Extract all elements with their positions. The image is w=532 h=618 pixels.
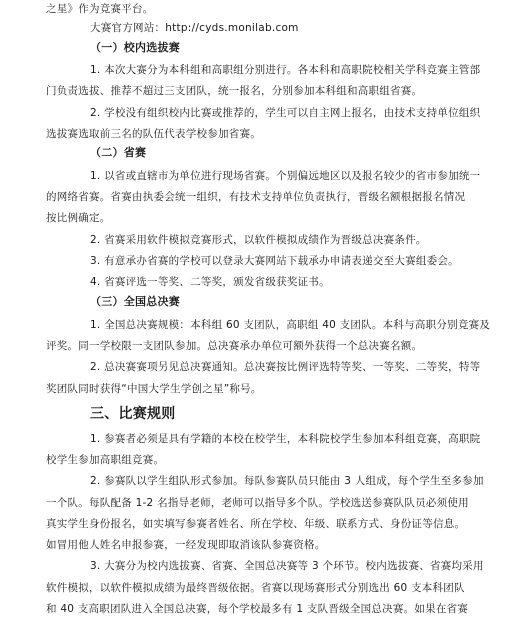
paragraph-line: 3. 有意承办省赛的学校可以登录大赛网站下载承办申请表递交至大赛组委会。 <box>90 254 459 267</box>
paragraph-line: 和 40 支高职团队进入全国总决赛，每个学校最多有 1 支队晋级全国总决赛。如果在省赛 <box>46 603 469 615</box>
paragraph-line: 的网络省赛。省赛由执委会统一组织，有技术支持单位负责执行，晋级名额根据报名情况 <box>46 190 466 203</box>
paragraph-line: 2. 总决赛赛项另见总决赛通知。总决赛按比例评选特等奖、一等奖、二等奖，特等 <box>90 361 481 374</box>
paragraph-line: 1. 参赛者必须是具有学籍的本校在校学生，本科院校学生参加本科组竞赛，高职院 <box>90 432 481 445</box>
section-heading-campus: （一）校内选拔赛 <box>90 40 180 54</box>
paragraph-line: 选拔赛选取前三名的队伍代表学校参加省赛。 <box>46 127 261 140</box>
paragraph-line: 2. 学校没有组织校内比赛或推荐的，学生可以自主网上报名，由技术支持单位组织 <box>90 106 481 119</box>
paragraph-line: 校学生参加高职组竞赛。 <box>46 453 165 466</box>
paragraph-line: 2. 省赛采用软件模拟竞赛形式，以软件模拟成绩作为晋级总决赛条件。 <box>90 233 427 246</box>
section-heading-national: （三）全国总决赛 <box>90 295 180 309</box>
paragraph-line: 1. 全国总决赛规模：本科组 60 支团队，高职组 40 支团队。本科与高职分别竞赛及 <box>90 318 491 331</box>
website-line: 大赛官方网站：http://cyds.monilab.com <box>90 22 299 35</box>
paragraph-line: 一个队。每队配备 1-2 名指导老师，老师可以指导多个队。学校选送参赛队队员必须使用 <box>46 496 469 509</box>
paragraph-line: 3. 大赛分为校内选拔赛、省赛、全国总决赛等 3 个环节。校内选拔赛、省赛均采用 <box>90 560 484 573</box>
paragraph-line: 2. 参赛队以学生组队形式参加。每队参赛队员只能由 3 人组成，每个学生至多参加 <box>90 475 484 488</box>
section-heading-provincial: （二）省赛 <box>90 146 147 160</box>
paragraph-line: 按比例确定。 <box>46 212 111 225</box>
paragraph-line: 软件模拟，以软件模拟成绩为最终晋级依据。省赛以现场赛形式分别选出 60 支本科团队 <box>46 581 465 594</box>
paragraph-line: 如冒用他人姓名申报参赛，一经发现即取消该队参赛资格。 <box>46 539 326 552</box>
paragraph-line: 1. 本次大赛分为本科组和高职组分别进行。各本科和高职院校相关学科竞赛主管部 <box>90 64 481 76</box>
paragraph-line: 4. 省赛评选一等奖、二等奖，颁发省级获奖证书。 <box>90 276 330 289</box>
paragraph-line: 门负责选拔、推荐不超过三支团队，统一报名，分别参加本科组和高职组省赛。 <box>46 85 423 98</box>
intro-tail-line: 之星》作为竞赛平台。 <box>46 2 154 15</box>
chapter-heading-rules: 三、比赛规则 <box>90 405 176 422</box>
paragraph-line: 真实学生身份报名，如实填写参赛者姓名、所在学校、年级、联系方式、身份证等信息。 <box>46 517 466 530</box>
paragraph-line: 1. 以省或直辖市为单位进行现场省赛。个别偏远地区以及报名较少的省市参加统一 <box>90 169 481 182</box>
paragraph-line: 评奖。同一学校限一支团队参加。总决赛承办单位可额外获得一个总决赛名额。 <box>46 340 423 352</box>
paragraph-line: 奖团队同时获得“中国大学生学创之星”称号。 <box>46 382 262 395</box>
